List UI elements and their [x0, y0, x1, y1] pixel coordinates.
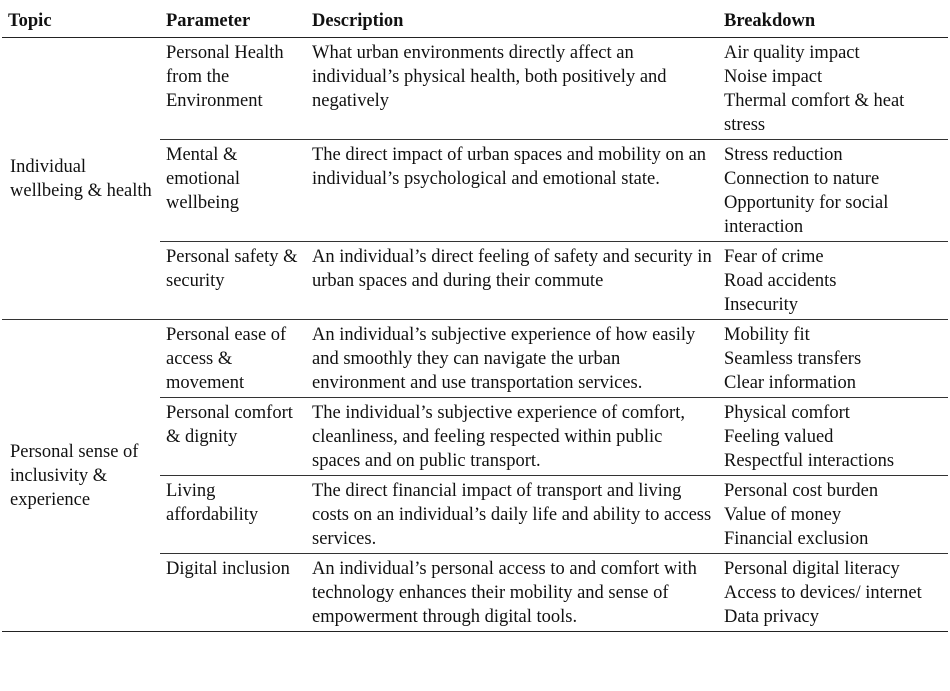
- breakdown-item: Respectful interactions: [724, 451, 895, 471]
- description-cell: An individual’s personal access to and comfort with technology enhances their mobility and sense of empowerment through digital tools.: [306, 554, 718, 632]
- table-row: [2, 320, 948, 398]
- header-parameter: Parameter: [160, 3, 306, 38]
- breakdown-cell: [718, 38, 948, 140]
- breakdown-item: Value of money: [724, 505, 842, 525]
- breakdown-cell: [718, 242, 948, 320]
- description-cell: An individual’s direct feeling of safety and security in urban spaces and during their commute: [306, 242, 718, 320]
- header-breakdown: Breakdown: [718, 3, 948, 38]
- breakdown-item: Stress reduction: [724, 145, 843, 165]
- breakdown-item: Insecurity: [724, 295, 798, 315]
- breakdown-item: Mobility fit: [724, 325, 810, 345]
- parameter-cell: Personal safety & security: [160, 242, 306, 320]
- header-description: Description: [306, 3, 718, 38]
- parameter-cell: Personal comfort & dignity: [160, 398, 306, 476]
- breakdown-item: Seamless transfers: [724, 349, 862, 369]
- breakdown-cell: [718, 320, 948, 398]
- topic-cell: Individual wellbeing & health: [10, 157, 152, 201]
- breakdown-item: Personal cost burden: [724, 481, 879, 501]
- header-row: [2, 3, 948, 38]
- breakdown-item: Connection to nature: [724, 169, 880, 189]
- parameter-cell: Digital inclusion: [160, 554, 306, 632]
- breakdown-cell: [718, 140, 948, 242]
- breakdown-item: Data privacy: [724, 607, 820, 627]
- breakdown-item: Clear information: [724, 373, 857, 393]
- description-cell: The direct impact of urban spaces and mobility on an individual’s psychological and emotional state.: [306, 140, 718, 242]
- framework-table: [2, 3, 948, 632]
- breakdown-cell: [718, 554, 948, 632]
- table-row: [2, 38, 948, 140]
- breakdown-item: Access to devices/ internet: [724, 583, 922, 603]
- breakdown-item: Physical comfort: [724, 403, 850, 423]
- breakdown-item: Air quality impact: [724, 43, 860, 63]
- topic-cell: Personal sense of inclusivity & experience: [2, 320, 160, 632]
- parameter-cell: Personal Health from the Environment: [166, 43, 284, 111]
- description-cell: The individual’s subjective experience of comfort, cleanliness, and feeling respected within public spaces and on public transport.: [306, 398, 718, 476]
- breakdown-item: Feeling valued: [724, 427, 834, 447]
- breakdown-cell: [718, 398, 948, 476]
- parameter-cell: Personal ease of access & movement: [160, 320, 306, 398]
- breakdown-item: Fear of crime: [724, 247, 824, 267]
- breakdown-item: Road accidents: [724, 271, 837, 291]
- breakdown-item: Thermal comfort & heat stress: [724, 91, 905, 135]
- description-cell: The direct financial impact of transport and living costs on an individual’s daily life and ability to access services.: [306, 476, 718, 554]
- breakdown-item: Financial exclusion: [724, 529, 869, 549]
- breakdown-item: Noise impact: [724, 67, 823, 87]
- breakdown-item: Opportunity for social interaction: [724, 193, 889, 237]
- description-cell: An individual’s subjective experience of how easily and smoothly they can navigate the urban environment and use transportation services.: [306, 320, 718, 398]
- description-cell: What urban environments directly affect an individual’s physical health, both positively and negatively: [312, 43, 667, 111]
- header-topic: Topic: [2, 3, 160, 38]
- parameter-cell: Living affordability: [160, 476, 306, 554]
- parameter-cell: Mental & emotional wellbeing: [160, 140, 306, 242]
- breakdown-cell: [718, 476, 948, 554]
- breakdown-item: Personal digital literacy: [724, 559, 900, 579]
